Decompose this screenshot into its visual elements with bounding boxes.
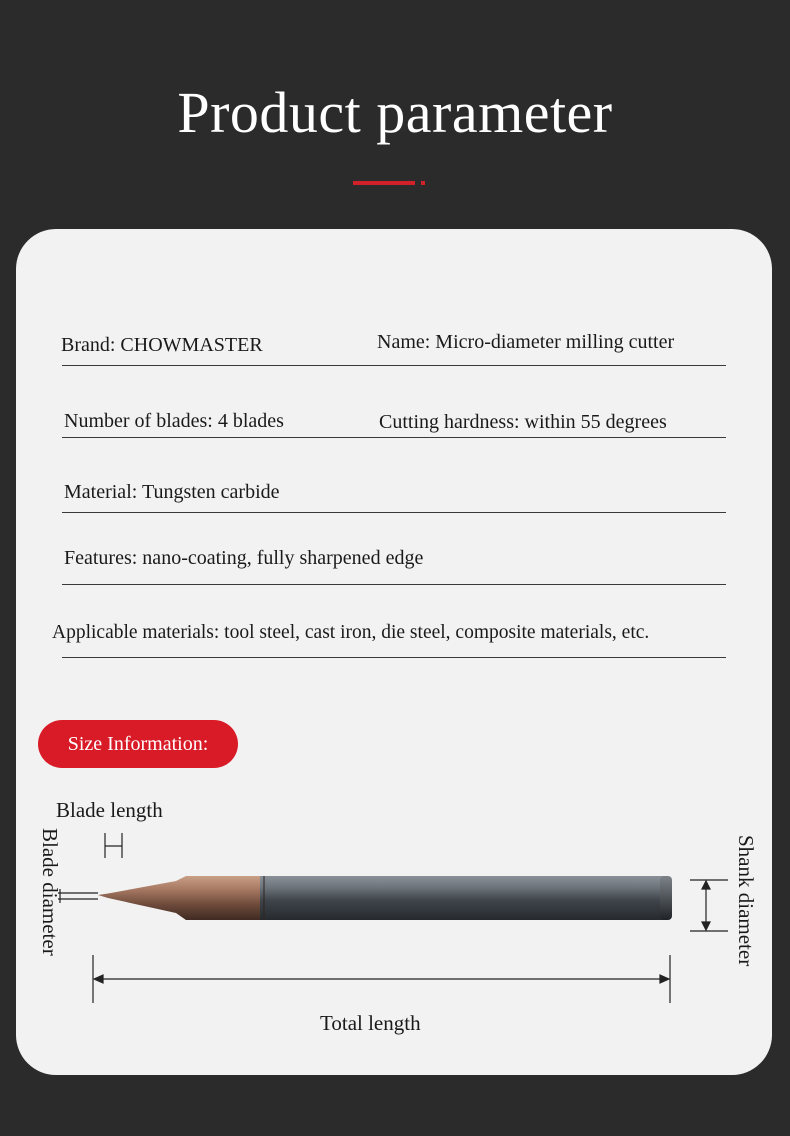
total-length-label: Total length	[320, 1011, 421, 1035]
micro-milling-cutter-icon	[16, 229, 772, 1075]
param-blades: Number of blades: 4 blades	[64, 410, 284, 432]
param-applicable: Applicable materials: tool steel, cast iron, die steel, composite materials, etc.	[52, 622, 650, 643]
param-name: Name: Micro-diameter milling cutter	[377, 331, 675, 353]
blade-diameter-marker	[58, 889, 98, 903]
size-information-badge: Size Information:	[38, 720, 238, 768]
blade-length-marker	[105, 833, 122, 858]
cutter-body	[98, 876, 672, 920]
parameter-card	[16, 229, 772, 1075]
param-hardness: Cutting hardness: within 55 degrees	[379, 411, 667, 433]
page-title: Product parameter	[177, 80, 613, 145]
shank-diameter-label: Shank diameter	[734, 835, 758, 967]
param-material: Material: Tungsten carbide	[64, 481, 280, 503]
title-underline	[353, 181, 415, 185]
title-underline-dot	[421, 181, 425, 185]
blade-diameter-label: Blade diameter	[38, 828, 62, 956]
param-features: Features: nano-coating, fully sharpened edge	[64, 547, 424, 569]
total-length-marker	[93, 955, 670, 1003]
blade-length-label: Blade length	[56, 798, 163, 822]
param-brand: Brand: CHOWMASTER	[61, 334, 263, 356]
shank-diameter-marker	[690, 880, 728, 931]
